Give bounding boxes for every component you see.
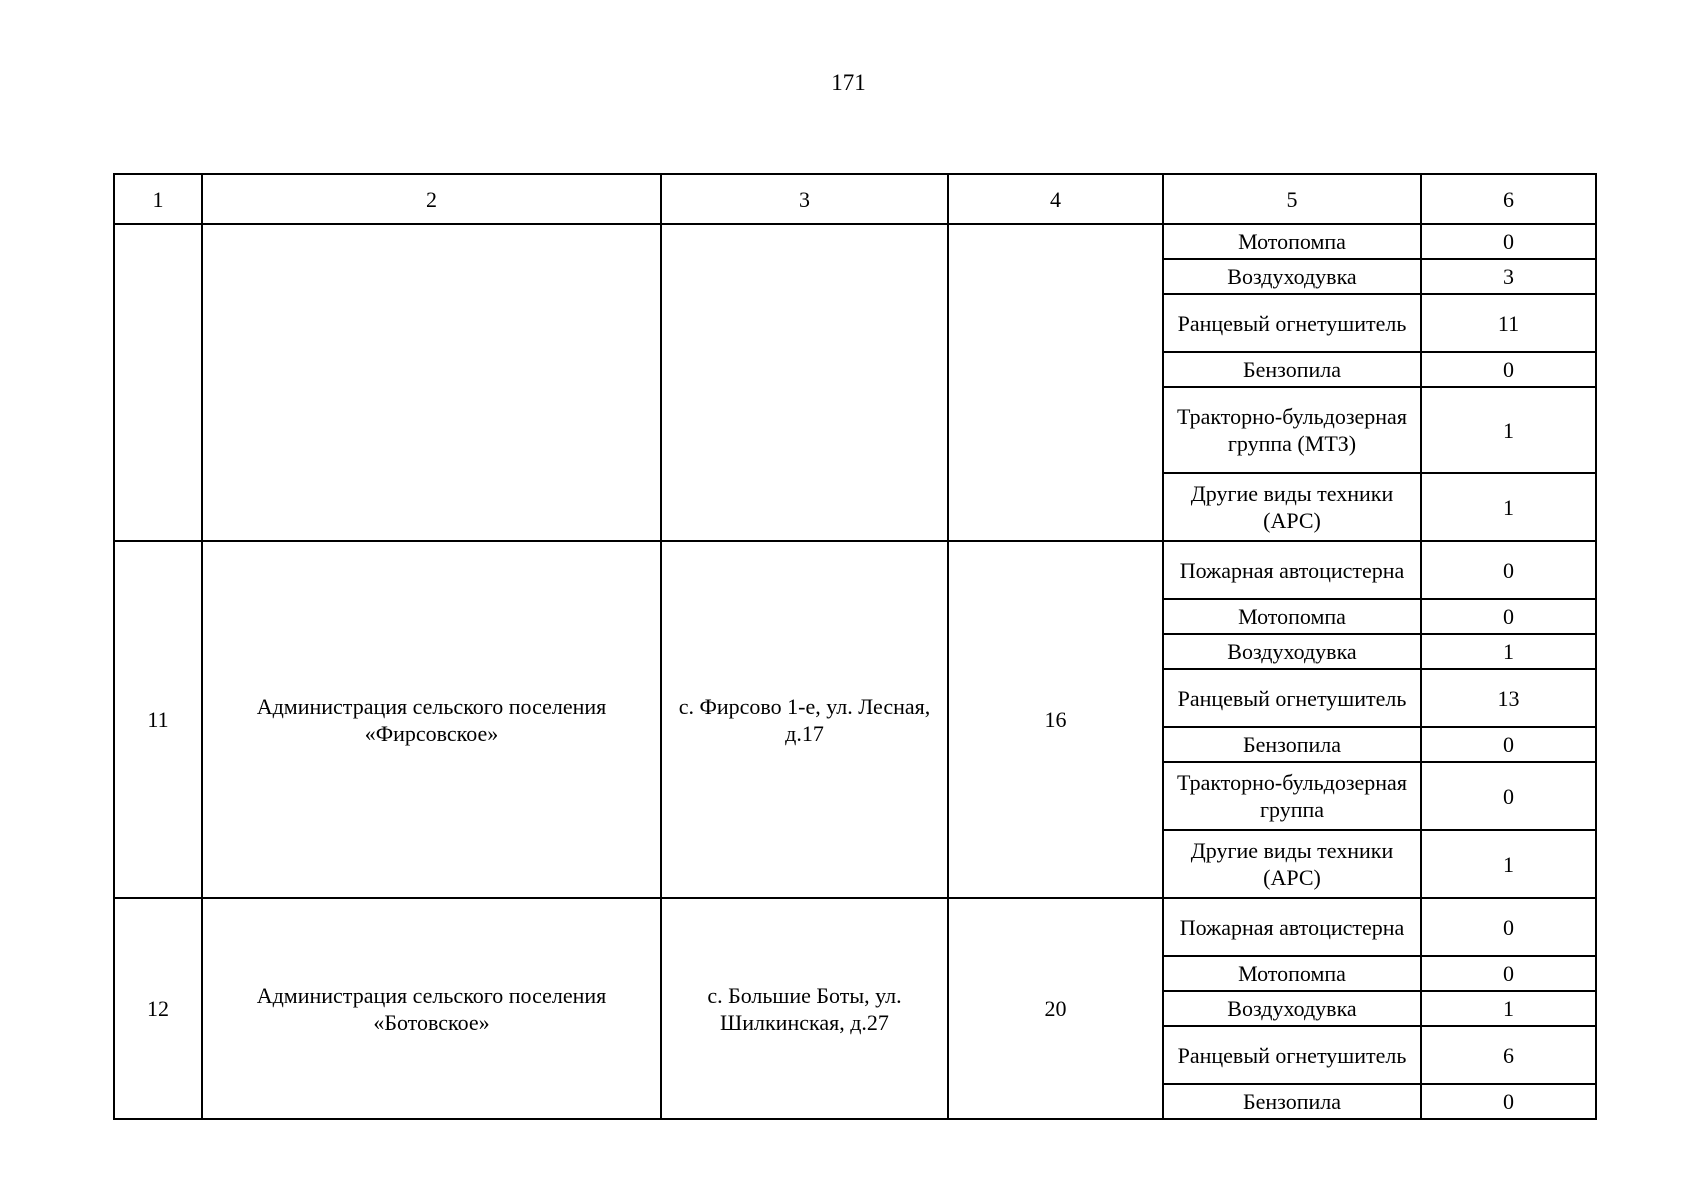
- group-address: с. Фирсово 1-е, ул. Лесная, д.17: [661, 541, 948, 898]
- item-name: Тракторно-бульдозерная группа (МТЗ): [1163, 387, 1421, 473]
- item-qty: 1: [1421, 830, 1596, 898]
- group-count: 16: [948, 541, 1163, 898]
- item-name: Пожарная автоцистерна: [1163, 898, 1421, 956]
- item-qty: 0: [1421, 599, 1596, 634]
- item-name: Воздуходувка: [1163, 991, 1421, 1026]
- item-name: Тракторно-бульдозерная группа: [1163, 762, 1421, 830]
- group-number: 12: [114, 898, 202, 1119]
- table-row: [114, 541, 1596, 599]
- item-name: Мотопомпа: [1163, 599, 1421, 634]
- item-qty: 0: [1421, 727, 1596, 762]
- item-name: Ранцевый огнетушитель: [1163, 669, 1421, 727]
- item-qty: 3: [1421, 259, 1596, 294]
- item-name: Мотопомпа: [1163, 224, 1421, 259]
- item-name: Другие виды техники (АРС): [1163, 473, 1421, 541]
- equipment-table: [113, 173, 1597, 1120]
- group-address: с. Большие Боты, ул. Шилкинская, д.27: [661, 898, 948, 1119]
- item-qty: 1: [1421, 991, 1596, 1026]
- item-name: Другие виды техники (АРС): [1163, 830, 1421, 898]
- group-count: 20: [948, 898, 1163, 1119]
- item-qty: 1: [1421, 473, 1596, 541]
- header-cell-6: 6: [1421, 174, 1596, 224]
- group-organization: Администрация сельского поселения «Фирсовское»: [202, 541, 661, 898]
- item-name: Воздуходувка: [1163, 634, 1421, 669]
- group-count: [948, 224, 1163, 541]
- header-row: [114, 174, 1596, 224]
- group-address: [661, 224, 948, 541]
- header-cell-1: 1: [114, 174, 202, 224]
- group-number: 11: [114, 541, 202, 898]
- item-qty: 0: [1421, 762, 1596, 830]
- item-name: Бензопила: [1163, 1084, 1421, 1119]
- item-qty: 0: [1421, 956, 1596, 991]
- page-number: 171: [831, 70, 866, 95]
- item-name: Пожарная автоцистерна: [1163, 541, 1421, 599]
- item-name: Бензопила: [1163, 352, 1421, 387]
- group-organization: [202, 224, 661, 541]
- item-qty: 1: [1421, 387, 1596, 473]
- item-qty: 6: [1421, 1026, 1596, 1084]
- item-name: Ранцевый огнетушитель: [1163, 294, 1421, 352]
- header-cell-4: 4: [948, 174, 1163, 224]
- header-cell-3: 3: [661, 174, 948, 224]
- item-name: Воздуходувка: [1163, 259, 1421, 294]
- item-name: Ранцевый огнетушитель: [1163, 1026, 1421, 1084]
- item-qty: 0: [1421, 541, 1596, 599]
- item-qty: 0: [1421, 898, 1596, 956]
- table-row: [114, 898, 1596, 956]
- item-name: Мотопомпа: [1163, 956, 1421, 991]
- item-qty: 11: [1421, 294, 1596, 352]
- item-qty: 1: [1421, 634, 1596, 669]
- header-cell-2: 2: [202, 174, 661, 224]
- header-cell-5: 5: [1163, 174, 1421, 224]
- table-row: [114, 224, 1596, 259]
- group-organization: Администрация сельского поселения «Ботовское»: [202, 898, 661, 1119]
- group-number: [114, 224, 202, 541]
- item-qty: 0: [1421, 352, 1596, 387]
- item-qty: 0: [1421, 1084, 1596, 1119]
- item-qty: 13: [1421, 669, 1596, 727]
- item-name: Бензопила: [1163, 727, 1421, 762]
- item-qty: 0: [1421, 224, 1596, 259]
